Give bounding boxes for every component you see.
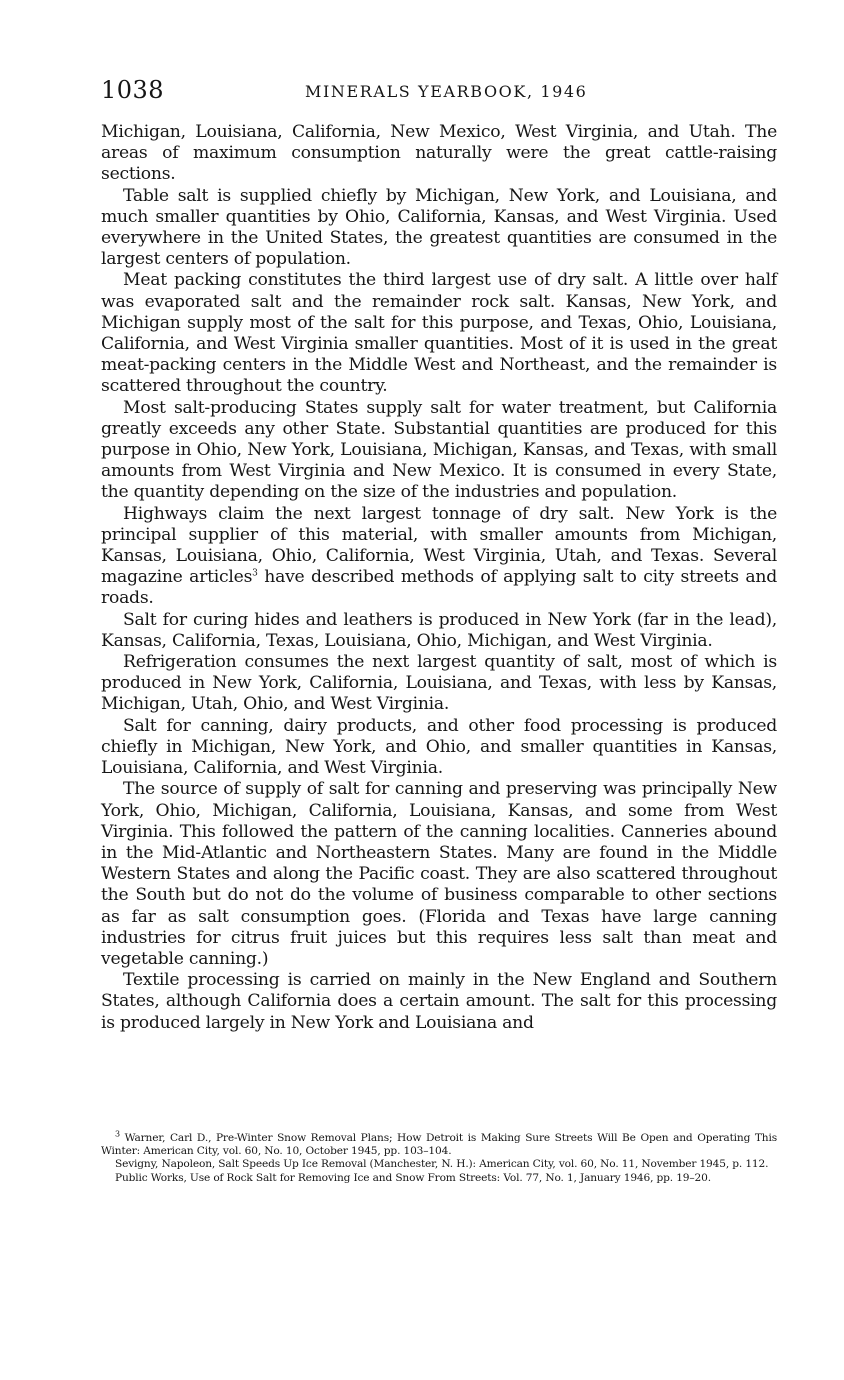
running-head: [101, 76, 777, 106]
footnote-marker: 3: [115, 1129, 120, 1139]
paragraph-continued-consumption: Michigan, Louisiana, California, New Mexico, West Virginia, and Utah. The areas of maximum consumption naturally were the great cattle-raising sections.: [101, 122, 777, 185]
highways-text-after-ref: have described methods of applying salt to city streets and roads.: [101, 567, 777, 609]
paragraph-hides-leathers: Salt for curing hides and leathers is produced in New York (far in the lead), Kansas, California, Texas, Louisiana, Ohio, Michigan, and West Virginia.: [101, 609, 777, 651]
paragraph-water-treatment: Most salt-producing States supply salt for water treatment, but California greatly exceeds any other State. Substantial quantities are produced for this purpose in Ohio, New York, Louisiana, Michigan, Kansas, and Texas, with small amounts from West Virginia and New Mexico. It is consumed in every State, the quantity depending on the size of the industries and population.: [101, 397, 777, 503]
page-number: 1038: [101, 76, 165, 104]
body-text: [101, 122, 777, 1034]
highways-text-before-ref: Highways claim the next largest tonnage of dry salt. New York is the principal supplier of this material, with smaller amounts from Michigan, Kansas, Louisiana, Ohio, California, West Virginia, Utah, and Texas. Several magazine articles: [101, 503, 777, 588]
footnotes: [101, 1129, 777, 1185]
paragraph-canning-preserving: The source of supply of salt for canning and preserving was principally New York, Ohio, Michigan, California, Louisiana, Kansas, and some from West Virginia. This followed the pattern of the canning localities. Canneries abound in the Mid-Atlantic and Northeastern States. Many are found in the Middle Western States and along the Pacific coast. They are also scattered throughout the South but do not do the volume of business comparable to other sections as far as salt consumption goes. (Florida and Texas have large canning industries for citrus fruit juices but this requires less salt than meat and vegetable canning.): [101, 779, 777, 969]
running-title: MINERALS YEARBOOK, 1946: [305, 82, 588, 101]
footnote-reference: 3: [252, 568, 258, 579]
footnote-entry: Sevigny, Napoleon, Salt Speeds Up Ice Removal (Manchester, N. H.): American City, vol. 60, No. 11, November 1945, p. 112.: [115, 1158, 769, 1171]
paragraph-meat-packing: Meat packing constitutes the third largest use of dry salt. A little over half was evaporated salt and the remainder rock salt. Kansas, New York, and Michigan supply most of the salt for this purpose, and Texas, Ohio, Louisiana, California, and West Virginia smaller quantities. Most of it is used in the great meat-packing centers in the Middle West and Northeast, and the remainder is scattered throughout the country.: [101, 270, 777, 397]
paragraph-table-salt: Table salt is supplied chiefly by Michigan, New York, and Louisiana, and much smaller quantities by Ohio, California, Kansas, and West Virginia. Used everywhere in the United States, the greatest quantities are consumed in the largest centers of population.: [101, 185, 777, 270]
footnote-entry: [101, 1129, 777, 1158]
footnote-text: Warner, Carl D., Pre-Winter Snow Removal Plans; How Detroit is Making Sure Streets Will Be Open and Operating This Winter: American City, vol. 60, No. 10, October 1945, pp. 103–104.: [101, 1132, 777, 1158]
paragraph-food-processing: Salt for canning, dairy products, and other food processing is produced chiefly in Michigan, New York, and Ohio, and smaller quantities in Kansas, Louisiana, California, and West Virginia.: [101, 715, 777, 779]
paragraph-refrigeration: Refrigeration consumes the next largest quantity of salt, most of which is produced in New York, California, Louisiana, and Texas, with less by Kansas, Michigan, Utah, Ohio, and West Virginia.: [101, 652, 777, 715]
paragraph-highways: [101, 504, 777, 610]
paragraph-textile-processing: Textile processing is carried on mainly in the New England and Southern States, although California does a certain amount. The salt for this processing is produced largely in New York and Louisiana and: [101, 970, 777, 1033]
footnote-entry: Public Works, Use of Rock Salt for Removing Ice and Snow From Streets: Vol. 77, No. 1, January 1946, pp. 19–20.: [115, 1171, 711, 1184]
